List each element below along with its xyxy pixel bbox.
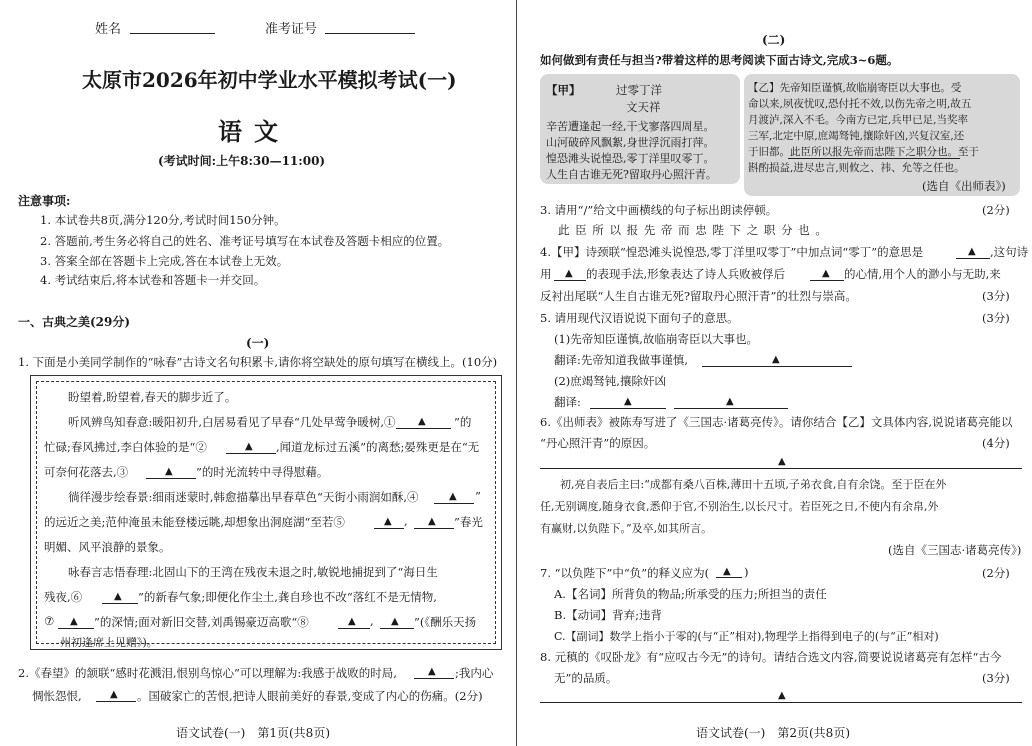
notes-title: 注意事项:	[18, 194, 71, 208]
blank-marker: ▲	[624, 396, 632, 407]
card-line: 残夜,⑥	[44, 590, 83, 604]
underlined-sentence	[788, 158, 960, 159]
question-8-line: 无”的品质。	[554, 671, 618, 685]
question-score: (3分)	[982, 289, 1010, 303]
answer-blank-q5c[interactable]	[674, 408, 788, 409]
question-5-stem: 5. 请用现代汉语说说下面句子的意思。	[540, 311, 739, 325]
option-c[interactable]: C.【副词】数学上指小于零的(与“正”相对),物理学上指得到电子的(与“正”相对)	[554, 630, 939, 643]
answer-line-q8[interactable]	[540, 702, 1022, 703]
question-7-stem: )	[744, 565, 749, 579]
answer-blank-3[interactable]	[146, 478, 196, 479]
answer-blank-7[interactable]	[58, 628, 94, 629]
answer-blank-q5a[interactable]	[702, 366, 852, 367]
text-yi-line: 于旧都。此臣所以报先帝而忠陛下之职分也。至于	[748, 146, 979, 158]
question-score: (4分)	[982, 436, 1010, 450]
question-score: (3分)	[982, 311, 1010, 325]
question-3-stem: 3. 请用“/”给文中画横线的句子标出朗读停顿。	[540, 203, 778, 217]
question-8-line: 8. 元稹的《叹卧龙》有“应叹古今无”的诗句。请结合选文内容,简要说说诸葛亮有怎样“古今	[540, 650, 1002, 664]
card-line: ”(《酬乐天扬	[414, 615, 477, 629]
question-5-translation: 翻译:先帝知道我做事谨慎,	[554, 353, 689, 367]
reading-intro: 如何做到有责任与担当?带着这样的思考阅读下面古诗文,完成3~6题。	[540, 53, 899, 67]
answer-blank-q7[interactable]	[716, 577, 742, 578]
blank-marker: ▲	[418, 416, 426, 427]
poem-jia-author: 文天祥	[626, 100, 661, 114]
part-label: (二)	[762, 33, 786, 47]
question-2-line: 惆怅怨恨,	[32, 689, 82, 703]
poem-line: 惶恐滩头说惶恐,零丁洋里叹零丁。	[546, 152, 715, 165]
question-5-sentence: (1)先帝知臣谨慎,故临崩寄臣以大事也。	[554, 332, 758, 346]
poem-line: 人生自古谁无死?留取丹心照汗青。	[546, 168, 717, 181]
question-4-line: 用	[540, 267, 552, 281]
question-score: (2分)	[982, 566, 1010, 580]
text-yi-line: 月渡泸,深入不毛。今南方已定,兵甲已足,当奖率	[748, 114, 969, 126]
page-2	[516, 0, 1032, 746]
blank-marker: ▲	[391, 616, 399, 627]
card-line: ,闻道龙标过五溪”的离愁;晏殊更是在“无	[276, 440, 480, 454]
card-line: 州初逢席上见赠》)。	[60, 636, 158, 649]
card-line: 盼望着,盼望着,春天的脚步近了。	[68, 390, 237, 404]
blank-marker: ▲	[449, 491, 457, 502]
note-item: 2. 答题前,考生务必将自己的姓名、准考证号填写在本试卷及答题卡相应的位置。	[40, 234, 450, 248]
part-label: (一)	[246, 336, 270, 350]
blank-marker: ▲	[428, 666, 436, 677]
blank-marker: ▲	[772, 354, 780, 365]
question-7-stem: 7. “以负陛下”中“负”的释义应为(	[540, 566, 710, 580]
text-yi-line: 【乙】先帝知臣谨慎,故临崩寄臣以大事也。受	[748, 82, 962, 94]
answer-blank-6[interactable]	[102, 603, 138, 604]
blank-marker: ▲	[245, 441, 253, 452]
answer-blank-q4a[interactable]	[956, 258, 990, 259]
question-4-line: 的表现手法,形象表达了诗人兵败被俘后	[586, 267, 786, 281]
passage-line: 有赢财,以负陛下。”及卒,如其所言。	[540, 522, 713, 535]
blank-marker: ▲	[723, 566, 731, 577]
blank-marker: ▲	[110, 689, 118, 700]
blank-marker: ▲	[565, 268, 573, 279]
question-1-stem: 1. 下面是小美同学制作的“咏春”古诗文名句积累卡,请你将空缺处的原句填写在横线上。(10分)	[18, 355, 498, 369]
card-line: ”的新春气象;即便化作尘土,龚自珍也不改“落红不是无情物,	[138, 590, 437, 604]
blank-marker: ▲	[114, 591, 122, 602]
subject-title: 语文	[218, 117, 290, 146]
question-6-line: 6.《出师表》被陈寿写进了《三国志·诸葛亮传》。请你结合【乙】文具体内容,说说诸葛亮能以	[540, 415, 1013, 429]
option-b[interactable]: B.【动词】背弃;违背	[554, 608, 662, 622]
answer-blank-q2b[interactable]	[96, 701, 136, 702]
text-yi-line: 三军,北定中原,庶竭驽钝,攘除奸凶,兴复汉室,还	[748, 130, 965, 142]
card-line: 徜徉漫步绘春景:细雨迷蒙时,韩愈描摹出早春草色“天街小雨润如酥,④	[68, 490, 419, 504]
card-line: ⑦	[44, 614, 55, 628]
blank-marker: ▲	[726, 396, 734, 407]
poem-line: 山河破碎风飘絮,身世浮沉雨打萍。	[546, 136, 715, 149]
text-yi-line: 命以来,夙夜忧叹,恐付托不效,以伤先帝之明,故五	[748, 98, 972, 110]
passage-source: (选自《三国志·诸葛亮传》)	[888, 543, 1022, 557]
blank-marker: ▲	[968, 246, 976, 257]
question-2-line: 2.《春望》的颔联“感时花溅泪,恨别鸟惊心”可以理解为:我感于战败的时局,	[18, 666, 397, 680]
text-yi-source: (选自《出师表》)	[922, 179, 1006, 193]
note-item: 1. 本试卷共8页,满分120分,考试时间150分钟。	[40, 213, 286, 227]
answer-blank-5a[interactable]	[374, 528, 404, 529]
answer-blank-q5b[interactable]	[590, 408, 666, 409]
question-5-sentence: (2)庶竭驽钝,攘除奸凶	[554, 374, 666, 388]
name-label: 姓名	[95, 22, 122, 37]
note-item: 3. 答案全部在答题卡上完成,答在本试卷上无效。	[40, 254, 289, 268]
card-line: 明媚、风平浪静的景象。	[44, 540, 171, 554]
question-4-line: 4.【甲】诗颈联“惶恐滩头说惶恐,零丁洋里叹零丁”中加点词“零丁”的意思是	[540, 245, 924, 259]
answer-blank-4[interactable]	[434, 503, 474, 504]
section-title: 一、古典之美(29分)	[18, 315, 131, 329]
blank-marker: ▲	[778, 456, 786, 467]
poem-jia-label: 【甲】	[546, 83, 581, 97]
answer-blank-1[interactable]	[396, 428, 451, 429]
blank-marker: ▲	[822, 268, 830, 279]
blank-marker: ▲	[348, 616, 356, 627]
passage-line: 初,亮自表后主曰:“成都有桑八百株,薄田十五顷,子弟衣食,自有余饶。至于臣在外	[560, 478, 947, 491]
answer-blank-q4c[interactable]	[810, 280, 844, 281]
question-2-line: 。国破家亡的苦恨,把诗人眼前美好的春景,变成了内心的伤痛。(2分)	[137, 689, 483, 703]
question-score: (2分)	[982, 203, 1010, 217]
exam-title: 太原市2026年初中学业水平模拟考试(一)	[82, 68, 457, 92]
blank-marker: ▲	[165, 466, 173, 477]
card-line: ,	[404, 514, 408, 528]
page-footer: 语文试卷(一) 第2页(共8页)	[696, 726, 850, 740]
name-blank	[130, 33, 215, 34]
answer-blank-q4b[interactable]	[554, 280, 586, 281]
option-a[interactable]: A.【名词】所背负的物品;所承受的压力;所担当的责任	[554, 587, 827, 601]
card-line: ”的	[454, 415, 472, 429]
id-blank	[325, 33, 415, 34]
card-line: ”的深情;面对新旧交替,刘禹锡豪迈高歌“⑧	[94, 615, 309, 629]
question-3-sentence: 此 臣 所 以 报 先 帝 而 忠 陛 下 之 职 分 也 。	[558, 223, 828, 237]
question-4-line: ,这句诗	[990, 245, 1029, 259]
card-line: 咏春言志悟春理:北固山下的王湾在残夜未退之时,敏锐地捕捉到了“海日生	[68, 565, 438, 579]
id-label: 准考证号	[265, 22, 318, 37]
poem-line: 辛苦遭逢起一经,干戈寥落四周星。	[546, 120, 715, 133]
card-line: 可奈何花落去,③	[44, 465, 129, 479]
passage-line: 任,无别调度,随身衣食,悉仰于官,不别治生,以长尺寸。若臣死之日,不使内有余帛,外	[540, 500, 939, 513]
question-score: (3分)	[982, 671, 1010, 685]
question-2-line: ;我内心	[455, 666, 494, 680]
answer-blank-2[interactable]	[226, 453, 276, 454]
answer-blank-8a[interactable]	[338, 628, 370, 629]
card-line: 忙碌;春风拂过,李白体验的是“②	[44, 440, 207, 454]
card-line: ”	[475, 489, 481, 503]
note-item: 4. 考试结束后,将本试卷和答题卡一并交回。	[40, 273, 266, 287]
exam-time: (考试时间:上午8:30—11:00)	[158, 154, 326, 168]
card-line: ”春光	[454, 515, 483, 529]
answer-blank-5b[interactable]	[414, 528, 454, 529]
card-line: ,	[370, 614, 374, 628]
question-4-line: 的心情,用个人的渺小与无助,来	[844, 267, 1001, 281]
blank-marker: ▲	[70, 616, 78, 627]
question-6-line: “丹心照汗青”的原因。	[540, 436, 656, 450]
blank-marker: ▲	[428, 516, 436, 527]
card-line: 听风辨鸟知春意:暖阳初升,白居易看见了早春“几处早莺争暖树,①	[68, 415, 396, 429]
question-5-translation: 翻译:	[554, 395, 581, 409]
blank-marker: ▲	[778, 690, 786, 701]
blank-marker: ▲	[384, 516, 392, 527]
answer-blank-8b[interactable]	[380, 628, 414, 629]
text-yi-line: 斟酌损益,进尽忠言,则攸之、祎、允等之任也。	[748, 162, 965, 174]
card-line: ”的时光流转中寻得慰藉。	[196, 465, 329, 479]
question-4-line: 反衬出尾联“人生自古谁无死?留取丹心照汗青”的壮烈与崇高。	[540, 289, 857, 303]
answer-line-q6[interactable]	[540, 468, 1022, 469]
card-line: 的远近之美;范仲淹虽未能登楼远眺,却想象出洞庭湖“至若⑤	[44, 515, 345, 529]
page-footer: 语文试卷(一) 第1页(共8页)	[176, 726, 330, 740]
answer-blank-q2a[interactable]	[414, 678, 454, 679]
poem-jia-title: 过零丁洋	[616, 83, 662, 97]
